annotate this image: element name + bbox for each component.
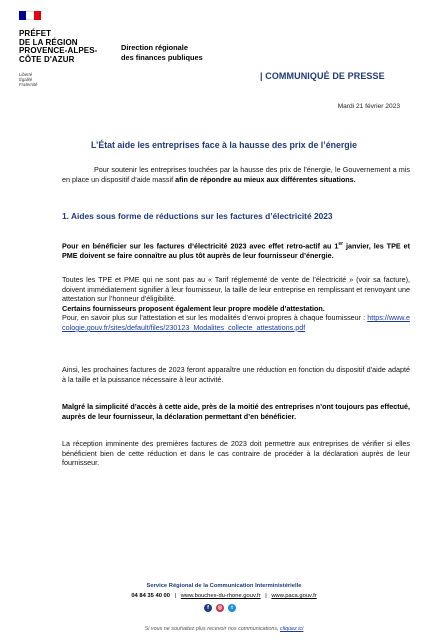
direction-line: Direction régionale	[121, 43, 188, 52]
instagram-icon[interactable]: ◎	[217, 605, 223, 611]
intro-text: Pour soutenir les entreprises touchées par la hausse des prix de l’énergie, le Gouvernement a mis en place un dispositif d’aide massif	[62, 165, 410, 184]
footer-site-link-1[interactable]: www.bouches-du-rhone.gouv.fr	[180, 593, 261, 599]
social-icons	[204, 604, 236, 612]
prefect-line: DE LA RÉGION	[19, 37, 78, 47]
marianne-logo	[19, 10, 45, 27]
motto-line: Liberté	[19, 72, 33, 77]
unsubscribe-line	[0, 626, 448, 632]
paragraph-3: Ainsi, les prochaines factures de 2023 feront apparaître une réduction en fonction du dispositif d’aide adapté à la taille et la puissance nécessaire à leur activité.	[62, 365, 410, 384]
motto-line: Fraternité	[19, 82, 38, 87]
p4-bold: Malgré la simplicité d’accès à cette aide, près de la moitié des entreprises n’ont toujours pas effectué, auprès de leur fournisseur, la déclaration permettant d’en bénéficier.	[62, 402, 410, 421]
paragraph-2	[62, 275, 410, 333]
unsubscribe-link[interactable]: cliquez ici	[280, 626, 304, 632]
attestation-link[interactable]: https://www.ecologie.gouv.fr/sites/default/files/230123_Modalites_collecte_attestations.pdf	[62, 313, 410, 332]
p2-text: Toutes les TPE et PME qui ne sont pas au « Tarif réglementé de vente de l’électricité » (voir sa facture), doivent immédiatement signifier à leur fournisseur, la taille de leur entreprise en remplissant et renvoyant une attestation sur l’honneur d’éligibilité.	[62, 275, 410, 304]
twitter-icon[interactable]: t	[228, 604, 236, 612]
footer-separator: |	[265, 593, 267, 599]
footer-phone: 04 84 35 40 00	[131, 593, 170, 599]
direction-line: des finances publiques	[121, 53, 203, 62]
intro-paragraph	[62, 165, 410, 184]
footer-contact	[0, 593, 448, 599]
motto-line: Égalité	[19, 77, 33, 82]
direction-name	[121, 43, 203, 63]
flag-red	[34, 11, 41, 20]
p2-bold: Certains fournisseurs proposent également leur propre modèle d’attestation.	[62, 303, 325, 313]
prefect-line: PRÉFET	[19, 29, 52, 38]
footer-site-link-2[interactable]: www.paca.gouv.fr	[271, 593, 317, 599]
flag-blue	[19, 11, 26, 20]
release-date: Mardi 21 février 2023	[337, 103, 400, 110]
document-title: L’État aide les entreprises face à la hausse des prix de l’énergie	[91, 140, 357, 150]
prefect-line: PROVENCE-ALPES-	[19, 46, 98, 55]
flag-white	[26, 11, 33, 20]
footer-separator: |	[174, 593, 177, 599]
tricolor-flag-icon	[19, 11, 41, 20]
republic-motto	[19, 72, 37, 87]
prefect-line: CÔTE D'AZUR	[19, 54, 75, 64]
paragraph-5: La réception imminente des premières factures de 2023 doit permettre aux entreprises de vérifier si elles bénéficient bien de cette réduction et dans le cas contraire de procéder à la déclaration auprès de leur fournisseur.	[62, 439, 410, 468]
unsubscribe-text: Si vous ne souhaitez plus recevoir nos communications,	[144, 626, 281, 632]
intro-bold: afin de répondre au mieux aux différentes situations.	[175, 174, 356, 184]
p1-superscript: er	[338, 241, 344, 247]
footer-service: Service Régional de la Communication Interministérielle	[146, 583, 302, 589]
p1-bold-a: Pour en bénéficier sur les factures d’électricité 2023 avec effet retro-actif au 1	[62, 241, 339, 251]
press-release-label: | COMMUNIQUÉ DE PRESSE	[260, 71, 385, 81]
paragraph-1	[62, 240, 410, 261]
prefect-title	[19, 30, 97, 64]
p2-link-intro: Pour, en savoir plus sur l’attestation et sur les modalités d’envoi propres à chaque fournisseur :	[62, 313, 368, 323]
p1-bold-b: janvier, les TPE et PME doivent se faire connaître au plus tôt auprès de leur fournisseur d’énergie.	[62, 241, 411, 260]
section-heading: 1. Aides sous forme de réductions sur les factures d’électricité 2023	[62, 211, 333, 221]
paragraph-4	[62, 402, 410, 421]
facebook-icon[interactable]: f	[204, 604, 212, 612]
